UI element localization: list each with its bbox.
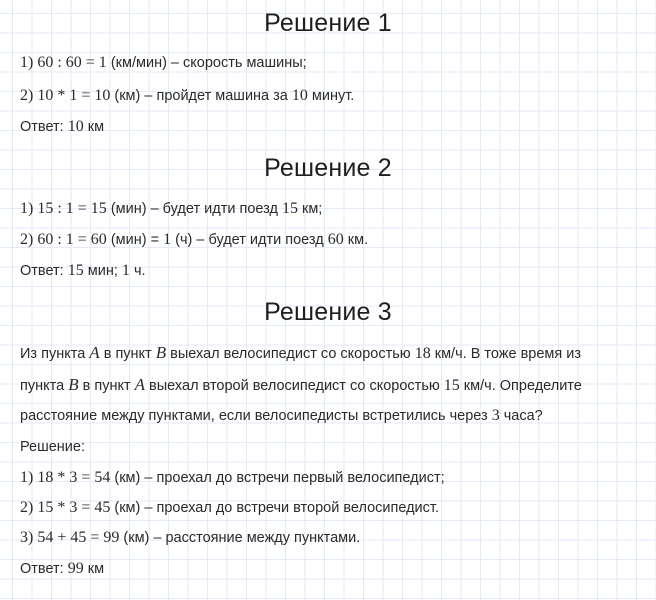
solution-2-title: Решение 2 bbox=[264, 154, 392, 182]
solution-1-step-1: 1) 60 : 60 = 1 (км/мин) – скорость машины; bbox=[20, 54, 307, 71]
solution-2-answer: Ответ: 15 мин; 1 ч. bbox=[20, 262, 146, 279]
solution-3-label: Решение: bbox=[20, 439, 85, 455]
problem-line-1: Из пункта A в пункт B выехал велосипедист со скоростью 18 км/ч. В тоже время из bbox=[20, 343, 582, 362]
solution-3-step-2: 2) 15 * 3 = 45 (км) – проехал до встречи второй велосипедист. bbox=[20, 499, 439, 516]
solution-1-answer: Ответ: 10 км bbox=[20, 118, 105, 135]
solution-2-step-2: 2) 60 : 1 = 60 (мин) = 1 (ч) – будет идти поезд 60 км. bbox=[20, 231, 369, 248]
problem-line-3: расстояние между пунктами, если велосипедисты встретились через 3 часа? bbox=[20, 407, 543, 424]
solution-3-answer: Ответ: 99 км bbox=[20, 560, 105, 577]
solution-3-step-1: 1) 18 * 3 = 54 (км) – проехал до встречи первый велосипедист; bbox=[20, 469, 445, 486]
problem-line-2: пункта B в пункт A выехал второй велосипедист со скоростью 15 км/ч. Определите bbox=[20, 375, 582, 394]
solution-1-step-2: 2) 10 * 1 = 10 (км) – пройдет машина за 10 минут. bbox=[20, 87, 355, 104]
solution-3-step-3: 3) 54 + 45 = 99 (км) – расстояние между пунктами. bbox=[20, 529, 361, 546]
solution-3-title: Решение 3 bbox=[264, 298, 392, 326]
solution-2-step-1: 1) 15 : 1 = 15 (мин) – будет идти поезд 15 км; bbox=[20, 200, 323, 217]
solution-1-title: Решение 1 bbox=[264, 9, 392, 37]
